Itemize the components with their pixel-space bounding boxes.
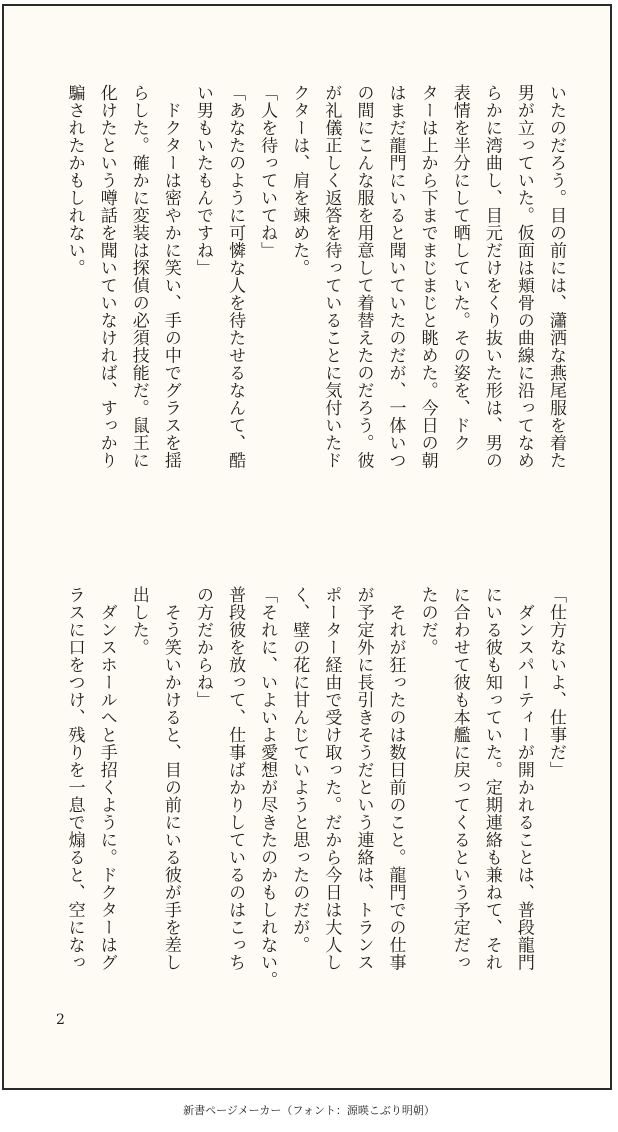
text-line: そう笑いかけると、目の前にいる彼が手を差し xyxy=(160,586,181,971)
text-line: い男もいたもんですね」 xyxy=(192,84,213,277)
text-line: ダンスホールへと手招くように。ドクターはグ xyxy=(96,586,117,971)
text-line: 「あなたのように可憐な人を待たせるなんて、酷 xyxy=(225,84,246,469)
text-line: いたのだろう。目の前には、瀟洒な燕尾服を着た xyxy=(546,84,566,469)
text-line: 表情を半分にして晒していた。その姿を、ドク xyxy=(449,84,470,452)
book-page xyxy=(2,4,612,1090)
text-line: 出した。 xyxy=(128,586,149,656)
text-line: 男が立っていた。仮面は頬骨の曲線に沿ってなめ xyxy=(513,84,534,469)
text-line: ダンスパーティーが開かれることは、普段龍門 xyxy=(513,586,534,971)
text-line: ポーター経由で受け取った。だから今日は大人し xyxy=(321,586,342,971)
text-line: ターは上から下までまじまじと眺めた。今日の朝 xyxy=(417,84,438,469)
text-line: 「仕方ないよ、仕事だ」 xyxy=(546,586,566,779)
text-line: が予定外に長引きそうだという連絡は、トランス xyxy=(353,586,374,971)
text-line: らした。確かに変装は探偵の必須技能だ。鼠王に xyxy=(128,84,149,469)
text-line: それが狂ったのは数日前のこと。龍門での仕事 xyxy=(385,586,406,971)
text-line: の間にこんな服を用意して着替えたのだろう。彼 xyxy=(353,84,374,469)
text-line: ドクターは密やかに笑い、手の中でグラスを揺 xyxy=(160,84,181,469)
page-number: 2 xyxy=(56,1012,65,1028)
text-block-bottom xyxy=(28,586,572,1026)
text-block-top xyxy=(28,84,572,524)
text-line: ラスに口をつけ、残りを一息で煽ると、空になっ xyxy=(64,586,85,971)
text-line: 騙されたかもしれない。 xyxy=(64,84,85,277)
text-line: にいる彼も知っていた。定期連絡も兼ねて、それ xyxy=(481,586,502,971)
footer-credit: 新書ページメーカー（フォント：源暎こぶり明朝） xyxy=(183,1104,435,1117)
text-line: 化けたという噂話を聞いていなければ、すっかり xyxy=(96,84,117,469)
text-line: 普段彼を放って、仕事ばかりしているのはこっち xyxy=(225,586,246,971)
text-line: く、壁の花に甘んじていようと思ったのだが。 xyxy=(289,586,310,954)
text-line: 「人を待っていてね」 xyxy=(257,84,278,259)
text-line: クターは、肩を竦めた。 xyxy=(289,84,310,277)
text-line: に合わせて彼も本艦に戻ってくるという予定だっ xyxy=(449,586,470,971)
text-line: たのだ。 xyxy=(417,586,438,656)
text-line: が礼儀正しく返答を待っていることに気付いたド xyxy=(321,84,342,469)
text-line: の方だからね」 xyxy=(192,586,213,709)
text-line: 「それに、いよいよ愛想が尽きたのかもしれない。 xyxy=(257,586,278,989)
text-line: はまだ龍門にいると聞いていたのだが、一体いつ xyxy=(385,84,406,469)
text-line: らかに湾曲し、目元だけをくり抜いた形は、男の xyxy=(481,84,502,469)
